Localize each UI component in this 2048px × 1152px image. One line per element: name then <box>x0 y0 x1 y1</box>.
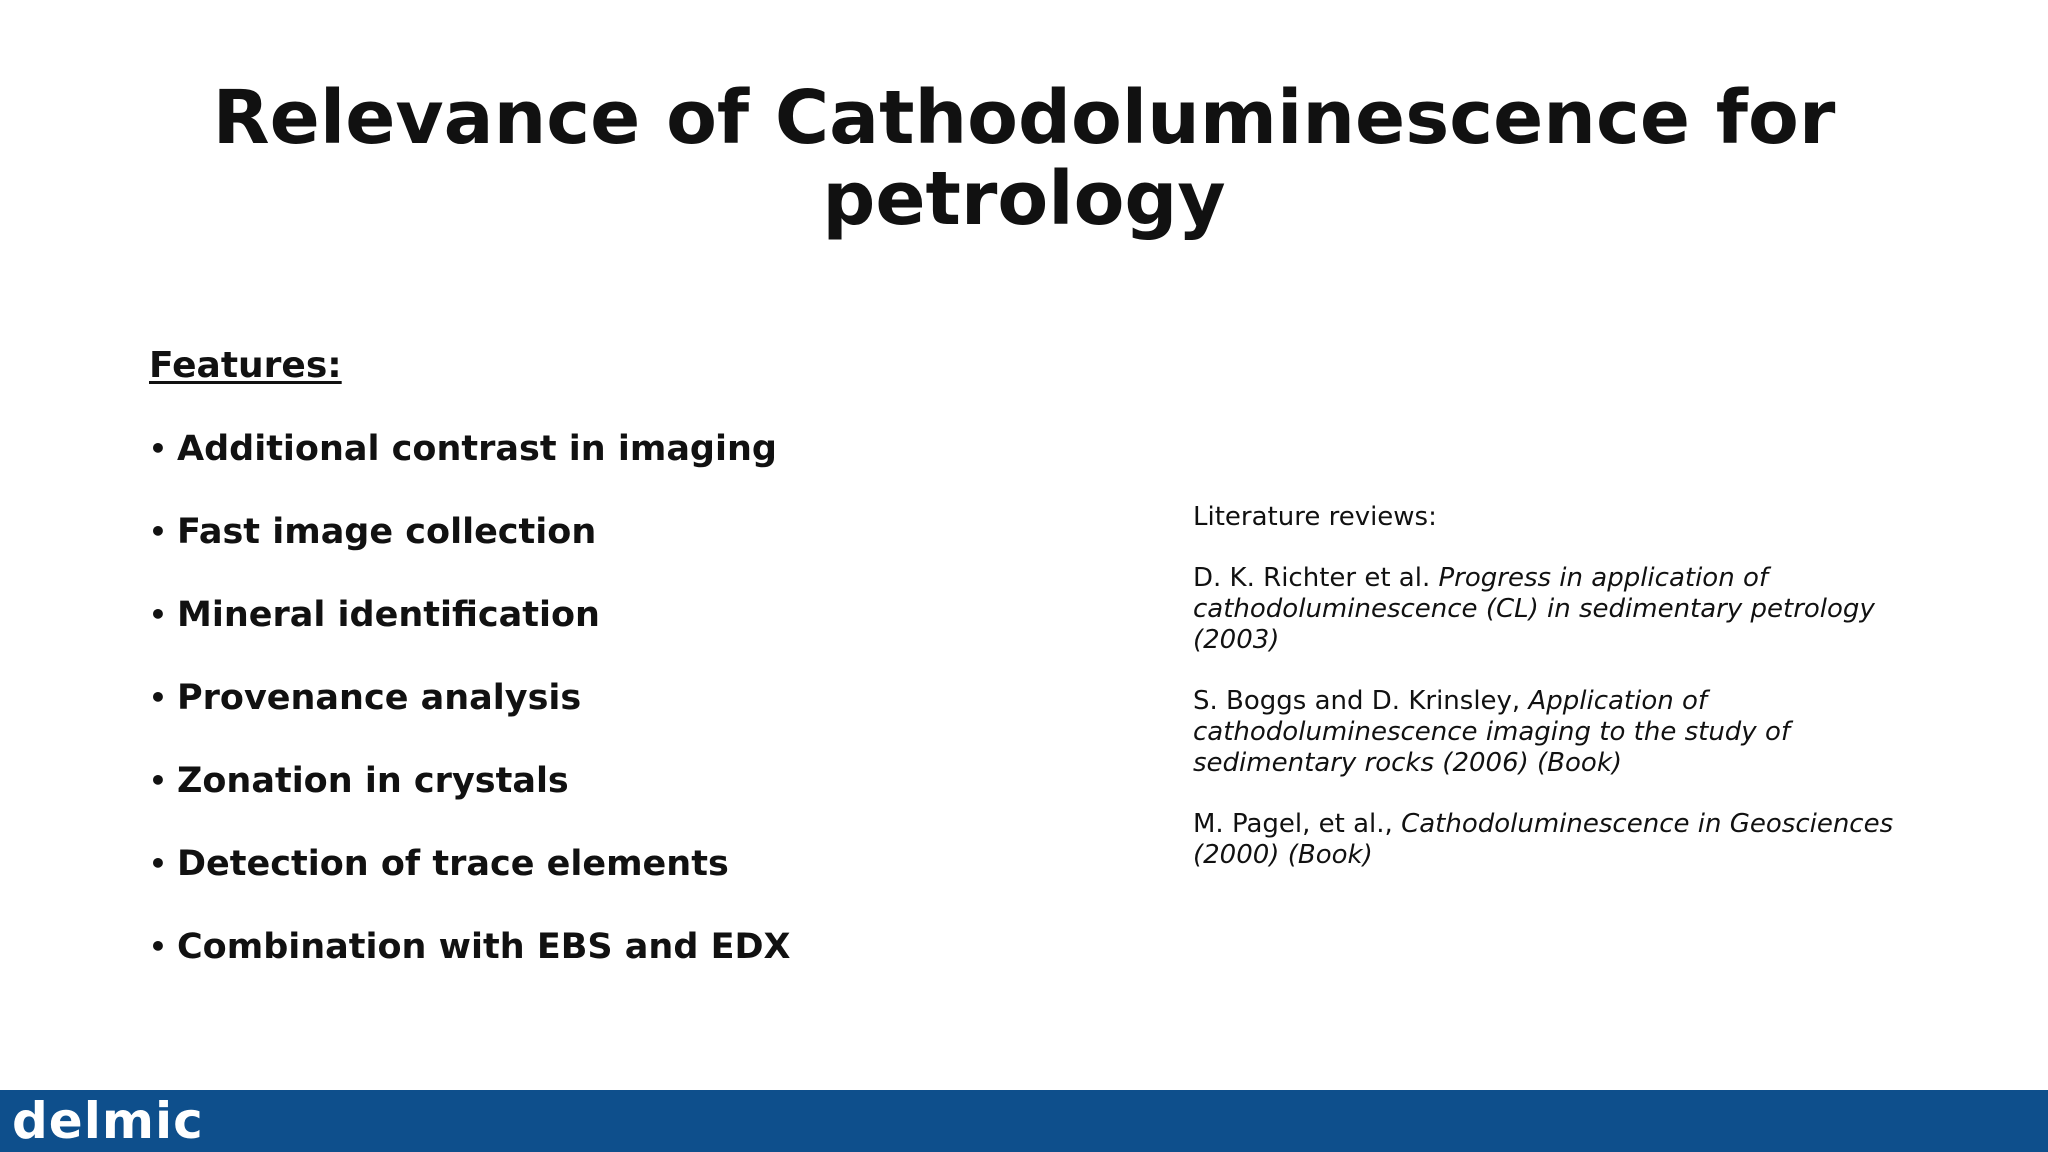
feature-label: Provenance analysis <box>177 678 582 718</box>
feature-item <box>149 675 791 758</box>
feature-label: Detection of trace elements <box>177 844 729 884</box>
feature-item <box>149 924 791 1007</box>
feature-label: Additional contrast in imaging <box>177 429 777 469</box>
footer-bar <box>0 1090 2048 1152</box>
slide-title: Relevance of Cathodoluminescence for petrology <box>212 75 1836 243</box>
bullet-icon: • <box>149 681 167 714</box>
literature-heading: Literature reviews: <box>1193 502 1437 532</box>
features-heading: Features: <box>149 345 342 386</box>
bullet-icon: • <box>149 847 167 880</box>
feature-item <box>149 758 791 841</box>
bullet-icon: • <box>149 432 167 465</box>
delmic-logo: delmic <box>12 1092 204 1150</box>
feature-item <box>149 841 791 924</box>
literature-ref <box>1193 686 1913 779</box>
bullet-icon: • <box>149 598 167 631</box>
ref-authors: S. Boggs and D. Krinsley, <box>1193 686 1529 716</box>
feature-label: Combination with EBS and EDX <box>177 927 791 967</box>
bullet-icon: • <box>149 764 167 797</box>
feature-label: Fast image collection <box>177 512 597 552</box>
ref-authors: M. Pagel, et al., <box>1193 809 1402 839</box>
features-list <box>149 426 791 1007</box>
feature-item <box>149 592 791 675</box>
bullet-icon: • <box>149 930 167 963</box>
ref-title: Progress in application of cathodoluminescence (CL) in sedimentary petrology (2003) <box>1193 563 1875 655</box>
feature-label: Zonation in crystals <box>177 761 569 801</box>
ref-authors: D. K. Richter et al. <box>1193 563 1439 593</box>
ref-title: Application of cathodoluminescence imaging to the study of sedimentary rocks (2006) (Book) <box>1193 686 1791 778</box>
literature-ref <box>1193 809 1913 871</box>
bullet-icon: • <box>149 515 167 548</box>
feature-label: Mineral identification <box>177 595 600 635</box>
literature-section <box>1193 502 1913 901</box>
literature-ref <box>1193 563 1913 656</box>
ref-title: Cathodoluminescence in Geosciences (2000) (Book) <box>1193 809 1894 870</box>
feature-item <box>149 509 791 592</box>
feature-item <box>149 426 791 509</box>
